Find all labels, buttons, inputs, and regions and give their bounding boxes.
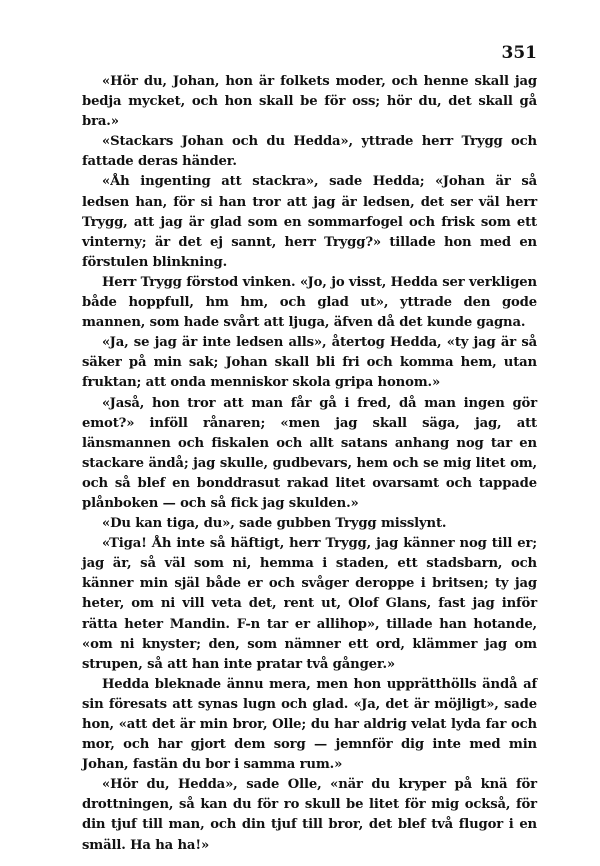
paragraph: «Stackars Johan och du Hedda», yttrade herr Trygg och fattade deras händer.: [82, 134, 537, 170]
paragraph: Hedda bleknade ännu mera, men hon upprätthölls ändå af sin föresats att synas lugn och glad. «Ja, det är möjligt», sade hon, «att det är min bror, Olle; du har aldrig velat lyda far och mor, och har gjort dem sorg — jemnför dig inte med min Johan, fastän du bor i samma rum.»: [82, 676, 537, 773]
paragraph: «Jaså, hon tror att man får gå i fred, då man ingen gör emot?» inföll rånaren; «men jag skall säga, jag, att länsmannen och fiskalen och allt satans anhang nog tar en stackare ändå; jag skulle, gudbevars, hem och se mig litet om, och så blef en bonddrasut rakad litet ovarsamt och tappade plånboken — och så fick jag skulden.»: [82, 395, 537, 511]
paragraph: «Hör du, Hedda», sade Olle, «när du kryper på knä för drottningen, så kan du för ro skull be litet för mig också, för din tjuf till man, och din tjuf till bror, det blef två flugor i en smäll. Ha ha ha!»: [82, 777, 537, 853]
paragraph: «Hör du, Johan, hon är folkets moder, och henne skall jag bedja mycket, och hon skall be för oss; hör du, det skall gå bra.»: [82, 74, 537, 130]
paragraph: «Du kan tiga, du», sade gubben Trygg misslynt.: [102, 516, 447, 532]
book-page: [82, 42, 537, 856]
paragraph: «Ja, se jag är inte ledsen alls», återtog Hedda, «ty jag är så säker på min sak; Johan skall bli fri och komma hem, utan fruktan; att onda menniskor skola gripa honom.»: [82, 335, 537, 391]
paragraph: «Tiga! Åh inte så häftigt, herr Trygg, jag känner nog till er; jag är, så väl som ni, hemma i staden, ett stadsbarn, och känner min själ både er och svåger deroppe i britsen; ty jag heter, om ni vill veta det, rent ut, Olof Glans, fast jag inför rätta heter Mandin. F-n tar er allihop», tillade han hotande, «om ni knyster; den, som nämner ett ord, klämmer jag om strupen, så att han inte pratar två gånger.»: [82, 536, 537, 672]
paragraph: Herr Trygg förstod vinken. «Jo, jo visst, Hedda ser verkligen både hoppfull, hm hm, och glad ut», yttrade den gode mannen, som hade svårt att ljuga, äfven då det kunde gagna.: [82, 274, 537, 331]
paragraph: «Åh ingenting att stackra», sade Hedda; «Johan är så ledsen han, för si han tror att jag är ledsen, det ser väl herr Trygg, att jag är glad som en sommarfogel och frisk som ett vinterny; är det ej sannt, herr Trygg?» tillade hon med en förstulen blinkning.: [82, 174, 537, 270]
page-number: 351: [501, 43, 537, 63]
